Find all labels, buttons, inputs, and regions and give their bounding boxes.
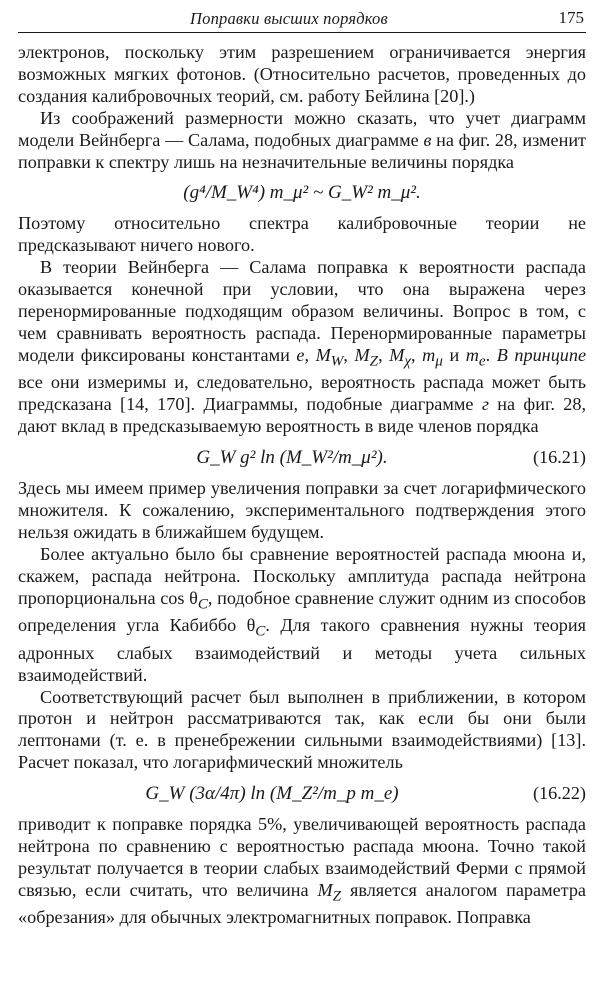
- equation-number-16-22: (16.22): [532, 783, 586, 804]
- page-header: [18, 6, 586, 33]
- equation-1-formula: (g⁴/M_W⁴) m_μ² ~ G_W² m_μ².: [183, 182, 421, 204]
- paragraph-1: электронов, поскольку этим разрешением ограничивается энергия возможных мягких фотонов. (Относительно расчетов, проведенных до создания калибровочных теорий, см. работу Бейлина [20].): [18, 42, 586, 106]
- paragraph-5: Здесь мы имеем пример увеличения поправки за счет логарифмического множителя. К сожалению, экспериментального подтверждения этого нельзя ожидать в ближайшем будущем.: [18, 478, 586, 542]
- page-body: [18, 42, 586, 929]
- paragraph-6: Более актуально было бы сравнение вероятностей распада мюона и, скажем, распада нейтрона. Поскольку амплитуда распада нейтрона пропорциональна $\cos \theta_C$, подобное сравнение служит одним из способов определения угла Кабиббо $\theta_C$. Для такого сравнения нужны теория адронных слабых взаимодействий и методы учета сильных взаимодействий.: [18, 543, 586, 685]
- paragraph-8: приводит к поправке порядка 5%, увеличивающей вероятность распада нейтрона по сравнению с вероятностью распада мюона. Точно такой результат получается в теории слабых взаимодействий Ферми с прямой связью, если считать, что величина $M_Z$ является аналогом параметра «обрезания» для обычных электромагнитных поправок. Поправка: [18, 814, 586, 928]
- equation-1: [18, 173, 586, 213]
- equation-16-22: [18, 774, 586, 814]
- equation-number-16-21: (16.21): [532, 447, 586, 468]
- page-number: 175: [558, 8, 584, 27]
- paragraph-4: В теории Вейнберга — Салама поправка к вероятности распада оказывается конечной при условии, что она выражена через перенормированные подходящим образом величины. Вопрос в том, с чем сравнивать вероятность распада. Перенормированные параметры модели фиксированы константами e, $M_W$, $M_Z$, $M_\chi$, $m_\mu$ и $m_e$. В принципе все они измеримы и, следовательно, вероятность распада может быть предсказана [14, 170]. Диаграммы, подобные диаграмме г на фиг. 28, дают вклад в предсказываемую вероятность в виде членов порядка: [18, 257, 587, 437]
- equation-16-21-formula: G_W g² ln (M_W²/m_μ²).: [196, 447, 388, 469]
- running-title: Поправки высших порядков: [190, 9, 388, 28]
- equation-16-21: [18, 438, 586, 478]
- paragraph-7: Соответствующий расчет был выполнен в приближении, в котором протон и нейтрон рассматриваются так, как если бы они были лептонами (т. е. в пренебрежении сильными взаимодействиями) [13]. Расчет показал, что логарифмический множитель: [18, 686, 586, 773]
- paragraph-2: Из соображений размерности можно сказать, что учет диаграмм модели Вейнберга — Салама, подобных диаграмме в на фиг. 28, изменит поправки к спектру лишь на незначительные величины порядка: [18, 107, 586, 172]
- equation-16-22-formula: G_W (3α/4π) ln (M_Z²/m_p m_e): [145, 783, 399, 805]
- paragraph-3: Поэтому относительно спектра калибровочные теории не предсказывают ничего нового.: [18, 213, 586, 256]
